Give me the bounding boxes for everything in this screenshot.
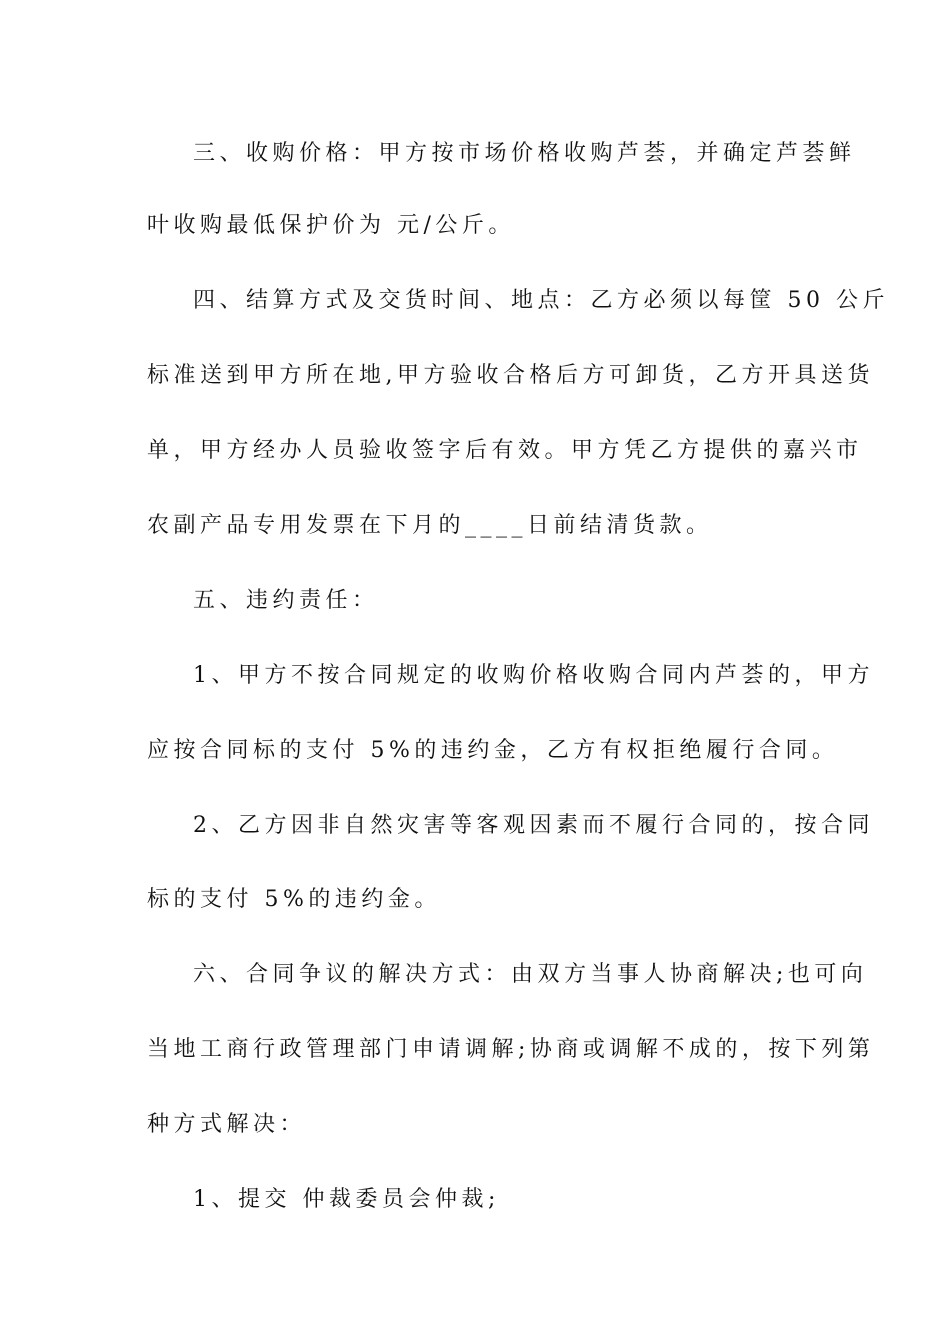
paragraph-3-line-1: 三、收购价格：甲方按市场价格收购芦荟，并确定芦荟鲜: [193, 141, 856, 166]
paragraph-4-line-2: 标准送到甲方所在地,甲方验收合格后方可卸货，乙方开具送货: [147, 363, 874, 388]
clause-6-1-line-1: 1、提交 仲裁委员会仲裁;: [193, 1187, 500, 1212]
paragraph-6-line-2: 当地工商行政管理部门申请调解;协商或调解不成的，按下列第: [147, 1037, 875, 1062]
paragraph-3-line-2: 叶收购最低保护价为 元/公斤。: [147, 213, 515, 238]
clause-5-2-line-1: 2、乙方因非自然灾害等客观因素而不履行合同的，按合同: [193, 813, 874, 838]
paragraph-4-line-3: 单，甲方经办人员验收签字后有效。甲方凭乙方提供的嘉兴市: [147, 438, 863, 463]
paragraph-4-line-4: 农副产品专用发票在下月的____日前结清货款。: [147, 513, 713, 538]
clause-5-1-line-2: 应按合同标的支付 5%的违约金，乙方有权拒绝履行合同。: [147, 738, 839, 763]
paragraph-6-line-1: 六、合同争议的解决方式：由双方当事人协商解决;也可向: [193, 962, 868, 987]
clause-5-1-line-1: 1、甲方不按合同规定的收购价格收购合同内芦荟的，甲方: [193, 663, 874, 688]
paragraph-6-line-3: 种方式解决：: [147, 1112, 307, 1137]
clause-5-2-line-2: 标的支付 5%的违约金。: [147, 887, 441, 912]
paragraph-4-line-1: 四、结算方式及交货时间、地点：乙方必须以每筐 50 公斤: [193, 288, 889, 313]
section-5-heading: 五、违约责任：: [193, 588, 379, 613]
